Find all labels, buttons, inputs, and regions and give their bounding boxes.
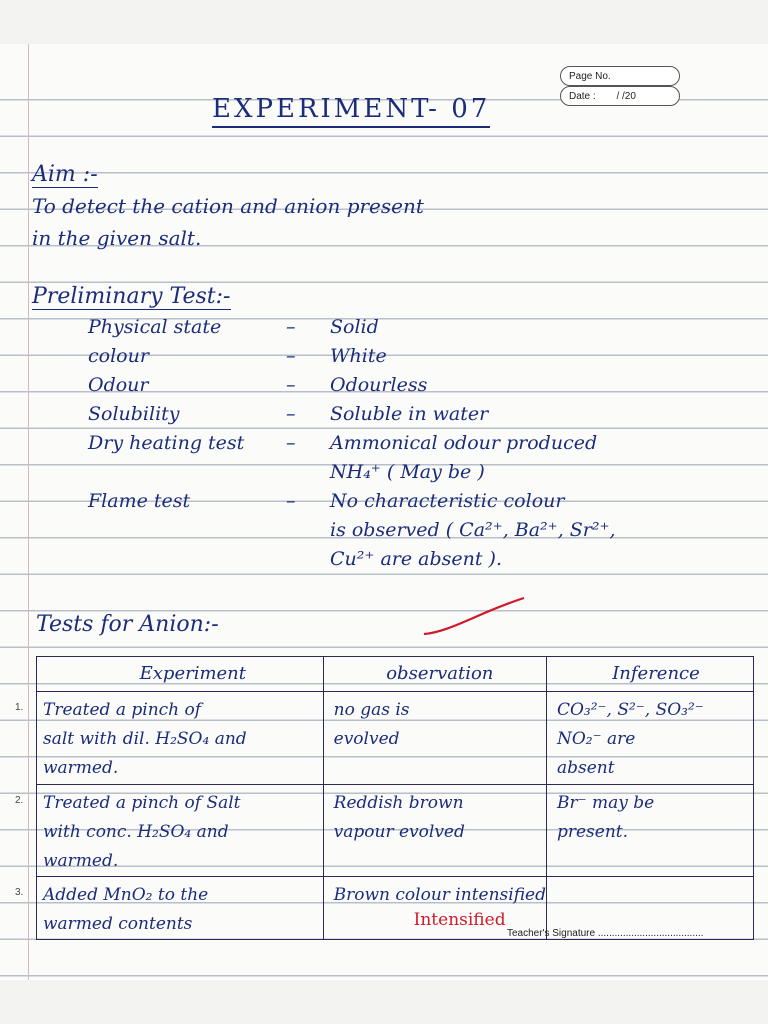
inference-line: Br⁻ may be: [556, 793, 655, 813]
row-number: 3.: [15, 887, 24, 898]
prelim-value: Soluble in water: [330, 403, 489, 425]
prelim-label: colour: [88, 345, 149, 367]
prelim-dash: –: [286, 345, 296, 367]
prelim-value: Solid: [330, 316, 379, 338]
experiment-line: Treated a pinch of: [43, 700, 202, 720]
date-box: [560, 86, 680, 106]
header-experiment: Experiment: [37, 657, 324, 692]
page-no-box: [560, 66, 680, 86]
inference-cell: [546, 785, 753, 877]
margin-line: [28, 44, 29, 980]
experiment-cell: [15, 877, 324, 940]
experiment-line: salt with dil. H₂SO₄ and: [43, 729, 247, 749]
anion-heading: Tests for Anion:-: [36, 612, 219, 637]
header-observation: observation: [323, 657, 546, 692]
experiment-line: warmed.: [43, 758, 119, 778]
prelim-value: NH₄⁺ ( May be ): [330, 461, 485, 483]
prelim-dash: –: [286, 316, 296, 338]
prelim-value: Ammonical odour produced: [330, 432, 598, 454]
row-number: 2.: [15, 795, 24, 806]
observation-line: Reddish brown: [333, 793, 464, 813]
experiment-line: with conc. H₂SO₄ and: [43, 822, 229, 842]
aim-heading: Aim :-: [32, 162, 98, 187]
experiment-title: EXPERIMENT- 07: [212, 94, 490, 128]
anion-tests-table: [15, 656, 754, 940]
notebook-page: [0, 44, 768, 980]
preliminary-heading: Preliminary Test:-: [32, 284, 231, 309]
experiment-line: Added MnO₂ to the: [43, 885, 209, 905]
prelim-dash: –: [286, 403, 296, 425]
experiment-cell: [15, 692, 324, 785]
prelim-value: is observed ( Ca²⁺, Ba²⁺, Sr²⁺,: [330, 519, 616, 541]
header-inference: Inference: [546, 657, 753, 692]
prelim-value: Odourless: [330, 374, 428, 396]
observation-cell: [323, 785, 546, 877]
date-value: / /20: [616, 91, 636, 102]
inference-cell: [546, 692, 753, 785]
experiment-line: warmed contents: [43, 914, 193, 934]
page-no-label: Page No.: [569, 71, 611, 82]
prelim-label: Physical state: [88, 316, 222, 338]
prelim-dash: –: [286, 432, 296, 454]
experiment-line: Treated a pinch of Salt: [43, 793, 241, 813]
teacher-signature-label: Teacher's Signature ......................................: [507, 928, 704, 939]
red-tick-mark: [420, 592, 530, 642]
prelim-value: White: [330, 345, 387, 367]
prelim-dash: –: [286, 490, 296, 512]
aim-line-1: To detect the cation and anion present: [32, 194, 424, 218]
inference-line: present.: [556, 822, 629, 842]
red-correction-text: Intensified: [413, 910, 506, 930]
prelim-label: Odour: [88, 374, 149, 396]
date-label: Date :: [569, 91, 596, 102]
table-row: [37, 692, 754, 785]
observation-line: evolved: [333, 729, 400, 749]
aim-line-2: in the given salt.: [32, 226, 202, 250]
prelim-value: No characteristic colour: [330, 490, 565, 512]
prelim-label: Flame test: [88, 490, 191, 512]
table-row: [37, 785, 754, 877]
observation-line: no gas is: [333, 700, 410, 720]
prelim-label: Solubility: [88, 403, 180, 425]
experiment-line: warmed.: [43, 851, 119, 871]
observation-cell: [323, 692, 546, 785]
observation-line: Brown colour intensified: [333, 885, 546, 905]
observation-line: vapour evolved: [333, 822, 465, 842]
prelim-value: Cu²⁺ are absent ).: [330, 548, 503, 570]
prelim-label: Dry heating test: [88, 432, 245, 454]
inference-line: NO₂⁻ are: [556, 729, 636, 749]
experiment-cell: [15, 785, 324, 877]
inference-line: CO₃²⁻, S²⁻, SO₃²⁻: [556, 700, 704, 720]
prelim-dash: –: [286, 374, 296, 396]
inference-line: absent: [556, 758, 615, 778]
row-number: 1.: [15, 702, 24, 713]
